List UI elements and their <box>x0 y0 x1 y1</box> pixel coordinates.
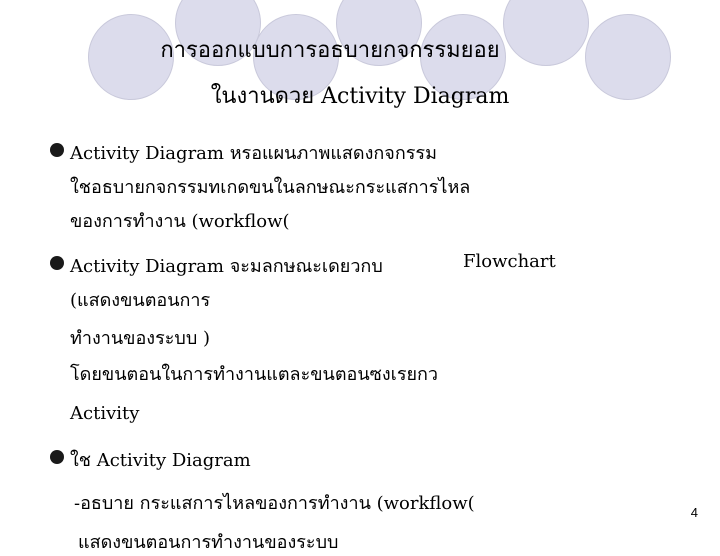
bullet-3-line2: -อธบาย กระแสการไหลของการทำงาน (workflow( <box>74 493 475 514</box>
bullet-3-line3: แสดงขนตอนการทำงานของระบบ <box>78 532 339 553</box>
bullet-2-line1a: Activity Diagram จะมลกษณะเดยวกบ <box>70 256 383 277</box>
bullet-2-line4: โดยขนตอนในการทำงานแตละขนตอนซงเรยกว <box>70 364 439 385</box>
bullet-1-line2: ใชอธบายกจกรรมทเกดขนในลกษณะกระแสการไหล <box>70 177 471 198</box>
bullet-2-line5: Activity <box>70 403 140 424</box>
bullet-2-line3: ทำงานของระบบ ) <box>70 328 211 349</box>
page-number: 4 <box>690 505 698 520</box>
bullet-3-line1: ใช Activity Diagram <box>70 450 251 471</box>
bullet-1-line3: ของการทำงาน (workflow( <box>70 211 290 232</box>
bullet-2-line1b: Flowchart <box>463 251 556 272</box>
bullet-1-icon <box>50 143 64 157</box>
bullet-2-line2: (แสดงขนตอนการ <box>70 290 211 311</box>
slide-title-line2: ในงานดวย Activity Diagram <box>210 84 510 109</box>
slide-title-line1: การออกแบบการอธบายกจกรรมยอย <box>160 38 500 63</box>
bullet-3-icon <box>50 450 64 464</box>
bullet-1-line1: Activity Diagram หรอแผนภาพแสดงกจกรรม <box>70 143 437 164</box>
bullet-2-icon <box>50 256 64 270</box>
